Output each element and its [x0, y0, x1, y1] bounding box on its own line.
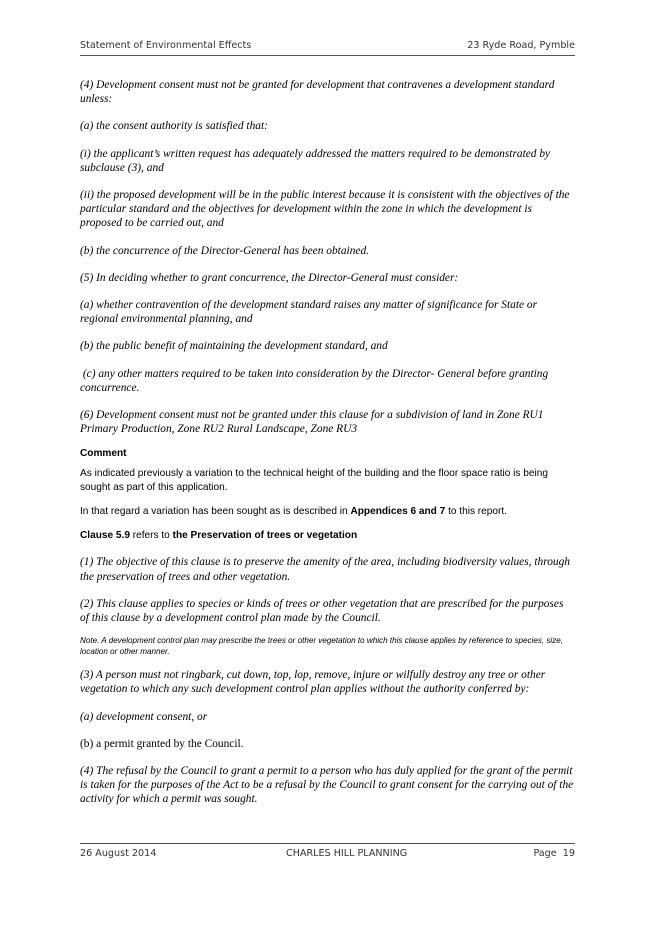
- clause-paragraph: (b) the concurrence of the Director-General has been obtained.: [80, 244, 369, 257]
- page-footer: [80, 848, 575, 862]
- clause-paragraph: (4) Development consent must not be granted for development that contravenes a development standard unless:: [80, 79, 555, 106]
- clause-paragraph: (a) the consent authority is satisfied that:: [80, 120, 268, 133]
- clause-paragraph: (a) development consent, or: [80, 710, 208, 723]
- appendix-text-post: to this report.: [445, 506, 507, 518]
- appendix-reference: Appendices 6 and 7: [350, 506, 446, 518]
- comment-text: As indicated previously a variation to the technical height of the building and the floor space ratio is being sought as part of this application.: [80, 468, 548, 494]
- clause-paragraph: (i) the applicant’s written request has adequately addressed the matters required to be demonstrated by subclause (3), and: [80, 147, 551, 174]
- clause-title: the Preservation of trees or vegetation: [172, 530, 358, 542]
- clause-paragraph: (c) any other matters required to be taken into consideration by the Director- General before granting concurrence.: [80, 367, 552, 394]
- clause-paragraph: (6) Development consent must not be granted under this clause for a subdivision of land in Zone RU1 Primary Production, Zone RU2 Rural Landscape, Zone RU3: [80, 409, 544, 436]
- header-address: 23 Ryde Road, Pymble: [467, 40, 575, 51]
- clause-number: Clause 5.9: [80, 530, 130, 542]
- comment-appendix-reference: [80, 505, 575, 519]
- page-body: [80, 78, 575, 820]
- page-header: [80, 40, 575, 54]
- comment-heading: Comment: [80, 448, 127, 460]
- page-number: Page 19: [533, 848, 575, 859]
- header-divider: [80, 55, 575, 56]
- clause-paragraph: (b) the public benefit of maintaining the development standard, and: [80, 340, 388, 353]
- footer-company: CHARLES HILL PLANNING: [286, 848, 408, 859]
- clause-paragraph: (b) a permit granted by the Council.: [80, 737, 244, 750]
- clause-paragraph: (2) This clause applies to species or kinds of trees or other vegetation that are prescribed for the purposes of this clause by a development control plan made by the Council.: [80, 597, 564, 625]
- appendix-text-pre: In that regard a variation has been sought as is described in: [80, 506, 351, 518]
- clause-heading: [80, 529, 575, 543]
- footer-divider: [80, 843, 575, 844]
- clause-paragraph: (ii) the proposed development will be in the public interest because it is consistent with the objectives of the particular standard and the objectives for development within the zone in which the development is proposed to be carried out, and: [80, 189, 570, 230]
- clause-paragraph: (1) The objective of this clause is to preserve the amenity of the area, including biodiversity values, through the preservation of trees and other vegetation.: [80, 556, 571, 583]
- clause-paragraph: (a) whether contravention of the development standard raises any matter of significance for State or regional environmental planning, and: [80, 299, 538, 326]
- clause-heading-connector: refers to: [129, 530, 173, 542]
- clause-paragraph: (4) The refusal by the Council to grant a permit to a person who has duly applied for the grant of the permit is taken for the purposes of the Act to be a refusal by the Council to grant consent for the carrying out of the activity for which a permit was sought.: [80, 765, 574, 806]
- clause-note: Note. A development control plan may prescribe the trees or other vegetation to which this clause applies by reference to species, size, location or other manner.: [80, 636, 564, 657]
- clause-paragraph: (5) In deciding whether to grant concurrence, the Director-General must consider:: [80, 271, 459, 284]
- clause-paragraph: (3) A person must not ringbark, cut down, top, lop, remove, injure or wilfully destroy any tree or other vegetation to which any such development control plan applies without the authority conferred by:: [80, 669, 546, 696]
- footer-date: 26 August 2014: [80, 848, 157, 859]
- header-document-title: Statement of Environmental Effects: [80, 40, 252, 51]
